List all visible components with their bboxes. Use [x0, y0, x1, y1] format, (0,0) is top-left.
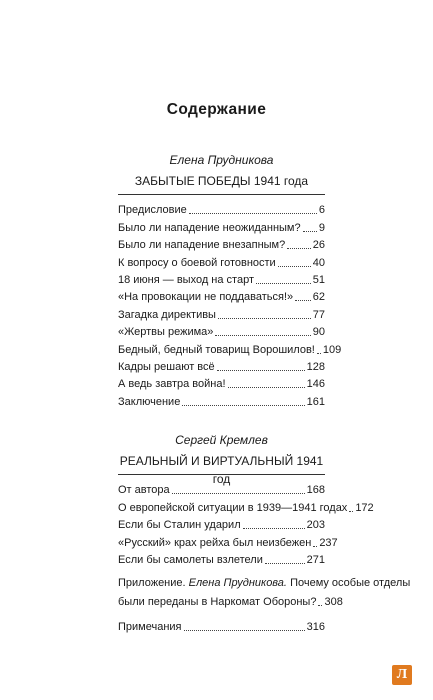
leader-dots: [295, 300, 311, 301]
entry-title: От автора: [118, 484, 170, 497]
section-rule: [118, 194, 325, 195]
page-number: 308: [324, 595, 343, 608]
page-number: 172: [355, 501, 374, 514]
leader-dots: [318, 605, 322, 606]
leader-dots: [189, 213, 317, 214]
appendix-prefix: Приложение.: [118, 576, 186, 589]
toc-entry[interactable]: [118, 516, 325, 533]
entry-title: Заключение: [118, 395, 181, 408]
toc-entry[interactable]: [118, 271, 325, 288]
entry-title: Было ли нападение внезапным?: [118, 239, 286, 252]
leader-dots: [182, 405, 304, 406]
page-number: 90: [312, 326, 325, 339]
page-number: 109: [322, 343, 342, 356]
toc-entry-notes[interactable]: [118, 618, 325, 635]
page-number: 128: [306, 360, 325, 373]
toc-entry[interactable]: [118, 305, 325, 322]
page-number: 168: [306, 484, 325, 497]
leader-dots: [256, 283, 311, 284]
page-number: 237: [319, 536, 338, 549]
entry-title: Предисловие: [118, 204, 187, 217]
toc-entry[interactable]: [118, 218, 325, 235]
page-number: 40: [312, 256, 325, 269]
toc-entry[interactable]: [118, 288, 325, 305]
section-title: РЕАЛЬНЫЙ И ВИРТУАЛЬНЫЙ 1941 год: [119, 454, 324, 486]
toc-entry[interactable]: [118, 253, 325, 270]
page-number: 271: [306, 553, 325, 566]
toc-list: [118, 481, 374, 568]
leader-dots: [313, 546, 317, 547]
toc-entry[interactable]: [118, 551, 325, 568]
page-number: 62: [312, 291, 325, 304]
toc-entry[interactable]: [118, 323, 325, 340]
page-number: 316: [306, 621, 325, 634]
leader-dots: [278, 266, 311, 267]
entry-title: Кадры решают всё: [118, 360, 215, 373]
entry-title: «На провокации не поддаваться!»: [118, 291, 294, 304]
toc-entry[interactable]: [118, 498, 374, 515]
page-number: 6: [318, 204, 325, 217]
leader-dots: [218, 318, 311, 319]
page-number: 146: [306, 378, 325, 391]
page-number: 9: [318, 221, 325, 234]
appendix-title-start: Почему особые отделы: [290, 576, 411, 589]
entry-title: 18 июня — выход на старт: [118, 273, 255, 286]
toc-entry[interactable]: [118, 392, 325, 409]
publisher-logo: Л: [392, 665, 412, 685]
page-number: 203: [306, 519, 325, 532]
entry-title: Если бы самолеты взлетели: [118, 553, 263, 566]
leader-dots: [217, 370, 305, 371]
leader-dots: [317, 353, 321, 354]
entry-title: Бедный, бедный товарищ Ворошилов!: [118, 343, 315, 356]
page-number: 77: [312, 308, 325, 321]
page-number: 26: [312, 239, 325, 252]
section-real-and-virtual: [118, 432, 411, 635]
toc-entry[interactable]: [118, 358, 325, 375]
leader-dots: [172, 493, 305, 494]
section-forgotten-victories: [118, 152, 342, 410]
leader-dots: [215, 335, 310, 336]
leader-dots: [184, 630, 305, 631]
page-number: 161: [306, 395, 325, 408]
entry-title: «Русский» крах рейха был неизбежен: [118, 536, 312, 549]
entry-title: О европейской ситуации в 1939—1941 годах: [118, 501, 348, 514]
leader-dots: [287, 248, 311, 249]
section-author: Елена Прудникова: [169, 153, 274, 167]
entry-title: Было ли нападение неожиданным?: [118, 221, 301, 234]
entry-title: А ведь завтра война!: [118, 378, 226, 391]
entry-title: Примечания: [118, 621, 182, 634]
toc-entry[interactable]: [118, 236, 325, 253]
entry-title: Загадка директивы: [118, 308, 216, 321]
section-title: ЗАБЫТЫЕ ПОБЕДЫ 1941 года: [134, 174, 309, 188]
leader-dots: [265, 563, 305, 564]
toc-entry[interactable]: [118, 340, 342, 357]
entry-title: Если бы Сталин ударил: [118, 519, 241, 532]
leader-dots: [228, 387, 305, 388]
leader-dots: [303, 231, 317, 232]
leader-dots: [349, 511, 353, 512]
toc-list: [118, 201, 342, 410]
entry-title: К вопросу о боевой готовности: [118, 256, 276, 269]
contents-heading: Содержание: [166, 101, 267, 118]
leader-dots: [243, 528, 305, 529]
toc-entry-appendix[interactable]: [118, 576, 411, 610]
toc-entry[interactable]: [118, 375, 325, 392]
page-number: 51: [312, 273, 325, 286]
appendix-author: Елена Прудникова.: [188, 576, 287, 589]
appendix-title-end: были переданы в Наркомат Обороны?: [118, 595, 317, 608]
toc-entry[interactable]: [118, 201, 325, 218]
toc-entry[interactable]: [118, 533, 338, 550]
section-author: Сергей Кремлев: [175, 433, 268, 447]
entry-title: «Жертвы режима»: [118, 326, 214, 339]
